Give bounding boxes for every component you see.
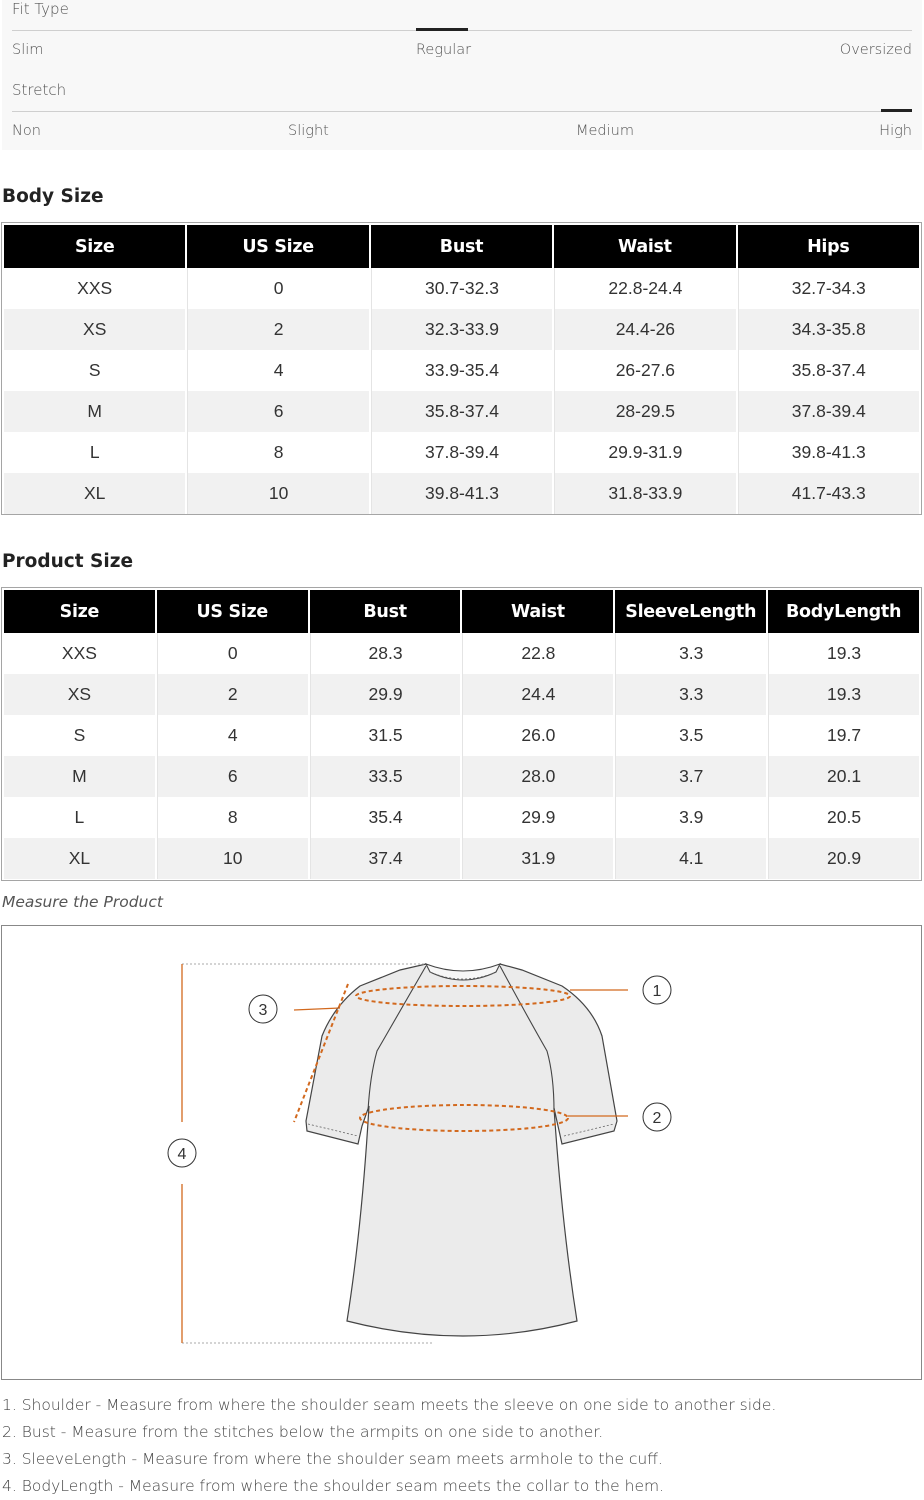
body-size-cell: 35.8-37.4 [738,350,919,391]
table-row [4,633,919,674]
product-size-cell: 3.7 [615,756,766,797]
body-size-cell: 2 [187,309,368,350]
body-size-cell: 39.8-41.3 [371,473,552,514]
body-size-cell: 4 [187,350,368,391]
note-sleevelength: 3. SleeveLength - Measure from where the shoulder seam meets armhole to the cuff. [2,1450,663,1468]
table-row [4,309,919,350]
product-size-cell: 29.9 [310,674,461,715]
body-size-cell: 34.3-35.8 [738,309,919,350]
marker-4 [168,1139,196,1167]
body-size-cell: 10 [187,473,368,514]
product-size-cell: 33.5 [310,756,461,797]
body-size-cell: 32.3-33.9 [371,309,552,350]
product-size-cell: 10 [157,838,308,879]
product-size-cell: 8 [157,797,308,838]
product-size-header-1: US Size [157,588,308,633]
body-size-cell: L [4,432,185,473]
product-size-cell: 31.9 [462,838,613,879]
body-size-header-1: US Size [187,223,368,268]
table-row [4,473,919,514]
fit-option-regular: Regular [416,42,472,58]
fit-panel [2,0,922,150]
product-size-cell: 19.7 [768,715,919,756]
table-row [4,432,919,473]
note-shoulder: 1. Shoulder - Measure from where the shoulder seam meets the sleeve on one side to another side. [2,1396,777,1414]
marker-1 [643,976,671,1004]
product-size-cell: 20.5 [768,797,919,838]
body-size-cell: 29.9-31.9 [554,432,735,473]
note-bodylength: 4. BodyLength - Measure from where the shoulder seam meets the collar to the hem. [2,1477,665,1495]
body-size-table-wrap [1,222,922,515]
measure-diagram [1,925,922,1380]
fit-option-slim: Slim [12,42,44,58]
table-row [4,674,919,715]
marker-2 [643,1103,671,1131]
product-size-cell: 28.0 [462,756,613,797]
body-size-cell: 39.8-41.3 [738,432,919,473]
product-size-cell: 3.3 [615,633,766,674]
product-size-cell: 35.4 [310,797,461,838]
body-size-cell: 37.8-39.4 [371,432,552,473]
stretch-option-medium: Medium [576,123,634,139]
svg-text:3: 3 [258,1002,268,1019]
product-size-cell: 37.4 [310,838,461,879]
table-row [4,268,919,309]
body-size-cell: XL [4,473,185,514]
stretch-option-slight: Slight [288,123,329,139]
body-size-cell: 32.7-34.3 [738,268,919,309]
table-row [4,391,919,432]
product-size-cell: 28.3 [310,633,461,674]
body-size-cell: 6 [187,391,368,432]
product-size-cell: 3.5 [615,715,766,756]
product-size-cell: 4.1 [615,838,766,879]
table-row [4,715,919,756]
product-size-cell: 20.1 [768,756,919,797]
product-size-header-3: Waist [462,588,613,633]
body-size-cell: 26-27.6 [554,350,735,391]
svg-text:4: 4 [177,1146,187,1163]
body-size-cell: 22.8-24.4 [554,268,735,309]
body-size-cell: 33.9-35.4 [371,350,552,391]
body-size-cell: 30.7-32.3 [371,268,552,309]
measure-caption: Measure the Product [2,893,163,911]
stretch-title: Stretch [12,81,67,99]
product-size-cell: 29.9 [462,797,613,838]
product-size-cell: XL [4,838,155,879]
product-size-cell: 31.5 [310,715,461,756]
body-size-cell: 24.4-26 [554,309,735,350]
table-row [4,838,919,879]
body-size-cell: 0 [187,268,368,309]
body-size-header-2: Bust [371,223,552,268]
body-size-table [2,223,921,514]
fit-type-selected-marker [416,28,468,31]
product-size-cell: 6 [157,756,308,797]
product-size-cell: 19.3 [768,674,919,715]
product-size-cell: 3.3 [615,674,766,715]
product-size-cell: 20.9 [768,838,919,879]
product-size-cell: 3.9 [615,797,766,838]
product-size-header-0: Size [4,588,155,633]
fit-type-title: Fit Type [12,0,69,18]
body-size-cell: 8 [187,432,368,473]
body-size-cell: 37.8-39.4 [738,391,919,432]
tshirt-outline [306,964,617,1336]
stretch-selected-marker [881,109,912,112]
table-row [4,350,919,391]
body-size-cell: 41.7-43.3 [738,473,919,514]
stretch-scale [12,111,912,112]
product-size-cell: M [4,756,155,797]
body-size-cell: M [4,391,185,432]
product-size-header-4: SleeveLength [615,588,766,633]
body-size-cell: 31.8-33.9 [554,473,735,514]
table-row [4,797,919,838]
product-size-cell: XXS [4,633,155,674]
body-size-title: Body Size [2,186,104,207]
product-size-header-2: Bust [310,588,461,633]
product-size-cell: XS [4,674,155,715]
body-size-header-0: Size [4,223,185,268]
product-size-table [2,588,921,879]
svg-text:1: 1 [652,983,662,1000]
product-size-cell: 19.3 [768,633,919,674]
product-size-cell: 4 [157,715,308,756]
body-size-cell: XXS [4,268,185,309]
body-size-header-4: Hips [738,223,919,268]
product-size-table-wrap [1,587,922,881]
fit-option-oversized: Oversized [839,42,912,58]
product-size-title: Product Size [2,551,134,572]
product-size-header-5: BodyLength [768,588,919,633]
product-size-cell: L [4,797,155,838]
product-size-cell: S [4,715,155,756]
body-size-cell: XS [4,309,185,350]
product-size-cell: 24.4 [462,674,613,715]
marker-3 [249,995,277,1023]
body-size-cell: S [4,350,185,391]
body-size-cell: 35.8-37.4 [371,391,552,432]
product-size-cell: 2 [157,674,308,715]
product-size-cell: 26.0 [462,715,613,756]
product-size-cell: 22.8 [462,633,613,674]
table-row [4,756,919,797]
body-size-header-3: Waist [554,223,735,268]
body-size-cell: 28-29.5 [554,391,735,432]
tshirt-diagram-svg [2,926,921,1379]
note-bust: 2. Bust - Measure from the stitches below the armpits on one side to another. [2,1423,604,1441]
product-size-cell: 0 [157,633,308,674]
svg-text:2: 2 [652,1110,662,1127]
stretch-option-high: High [879,123,912,139]
stretch-option-non: Non [12,123,41,139]
